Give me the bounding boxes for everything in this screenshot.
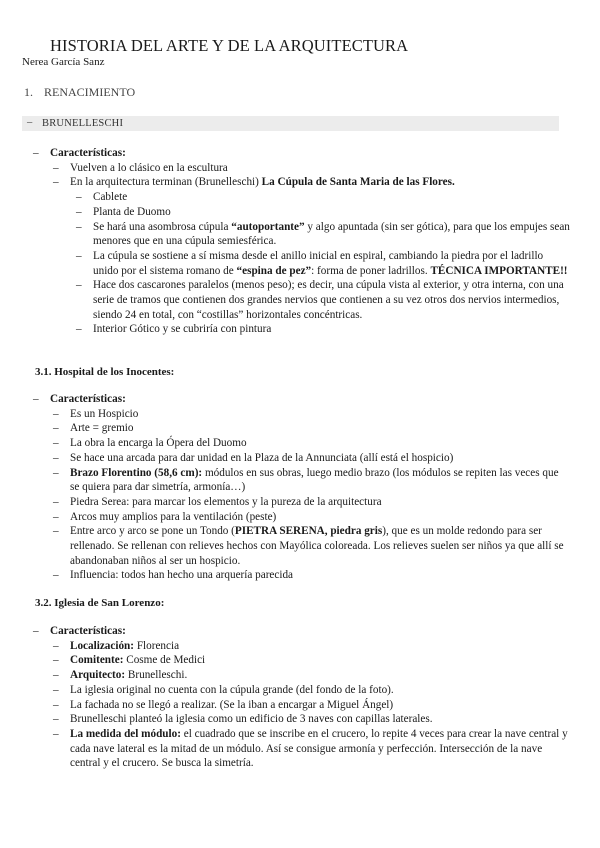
section-number: 1. bbox=[24, 85, 33, 99]
list-item: – La iglesia original no cuenta con la cúpula grande (del fondo de la foto). bbox=[0, 683, 600, 698]
hospital-list bbox=[0, 392, 600, 583]
list-item: – Influencia: todos han hecho una arquería parecida bbox=[0, 568, 600, 583]
list-item: – Planta de Duomo bbox=[0, 205, 600, 220]
list-item: – La cúpula se sostiene a sí misma desde el anillo inicial en espiral, cambiando la piedra por el ladrillo unido por el sistema romano de “espina de pez”: forma de poner ladrillos. TÉCNICA IMPORTANTE!! bbox=[0, 249, 600, 278]
list-item: – Arquitecto: Brunelleschi. bbox=[0, 668, 600, 683]
document-title: HISTORIA DEL ARTE Y DE LA ARQUITECTURA bbox=[50, 36, 409, 55]
list-item: – Vuelven a lo clásico en la escultura bbox=[0, 161, 600, 176]
list-item: – La fachada no se llegó a realizar. (Se la iban a encargar a Miguel Ángel) bbox=[0, 698, 600, 713]
list-item: – Características: bbox=[0, 146, 600, 161]
list-item: – Brunelleschi planteó la iglesia como un edificio de 3 naves con capillas laterales. bbox=[0, 712, 600, 727]
list-item: – Se hace una arcada para dar unidad en la Plaza de la Annunciata (allí está el hospicio) bbox=[0, 451, 600, 466]
subsection-dash: – bbox=[27, 117, 33, 128]
brunelleschi-list bbox=[0, 146, 600, 337]
hospital-heading: 3.1. Hospital de los Inocentes: bbox=[35, 366, 175, 378]
list-item: – Características: bbox=[0, 392, 600, 407]
list-item: – En la arquitectura terminan (Brunelleschi) La Cúpula de Santa Maria de las Flores. bbox=[0, 175, 600, 190]
subsection-title: BRUNELLESCHI bbox=[42, 117, 124, 129]
list-item: – La obra la encarga la Ópera del Duomo bbox=[0, 436, 600, 451]
lorenzo-list bbox=[0, 624, 600, 771]
list-item: – Cablete bbox=[0, 190, 600, 205]
section-title: RENACIMIENTO bbox=[44, 85, 136, 99]
list-item: – Localización: Florencia bbox=[0, 639, 600, 654]
list-item: – Es un Hospicio bbox=[0, 407, 600, 422]
list-item: – Se hará una asombrosa cúpula “autoportante” y algo apuntada (sin ser gótica), para que los empujes sean menores que en una cúpula semiesférica. bbox=[0, 220, 600, 249]
list-item: – Piedra Serea: para marcar los elementos y la pureza de la arquitectura bbox=[0, 495, 600, 510]
subsection-heading bbox=[22, 116, 559, 131]
section-heading bbox=[24, 85, 135, 100]
list-item: – Comitente: Cosme de Medici bbox=[0, 653, 600, 668]
list-item: – Características: bbox=[0, 624, 600, 639]
author-name: Nerea García Sanz bbox=[22, 56, 105, 68]
list-item: – Arcos muy amplios para la ventilación (peste) bbox=[0, 510, 600, 525]
list-item: – Arte = gremio bbox=[0, 421, 600, 436]
list-item: – Interior Gótico y se cubriría con pintura bbox=[0, 322, 600, 337]
list-item: – Brazo Florentino (58,6 cm): módulos en sus obras, luego medio brazo (los módulos se repiten las veces que se quiera para dar simetría, armonía…) bbox=[0, 466, 600, 495]
list-item: – Entre arco y arco se pone un Tondo (PIETRA SERENA, piedra gris), que es un molde redondo para ser rellenado. Se rellenan con relieves hechos con Mayólica coloreada. Los relieves suelen ser niños ya que allí se abandonaban niños al ser un hospicio. bbox=[0, 524, 600, 568]
lorenzo-heading: 3.2. Iglesia de San Lorenzo: bbox=[35, 597, 165, 609]
list-item: – La medida del módulo: el cuadrado que se inscribe en el crucero, lo repite 4 veces para crear la nave central y cada nave lateral es la mitad de un módulo. Así se consigue armonía y perfección. Intersección de la nave central y el crucero. Se busca la simetría. bbox=[0, 727, 600, 771]
list-item: – Hace dos cascarones paralelos (menos peso); es decir, una cúpula vista al exterior, y otra interna, con una serie de tramos que contienen dos grandes nervios que contienen a su vez otros dos nervios intermedios, siendo 24 en total, con “costillas” horizontales concéntricas. bbox=[0, 278, 600, 322]
